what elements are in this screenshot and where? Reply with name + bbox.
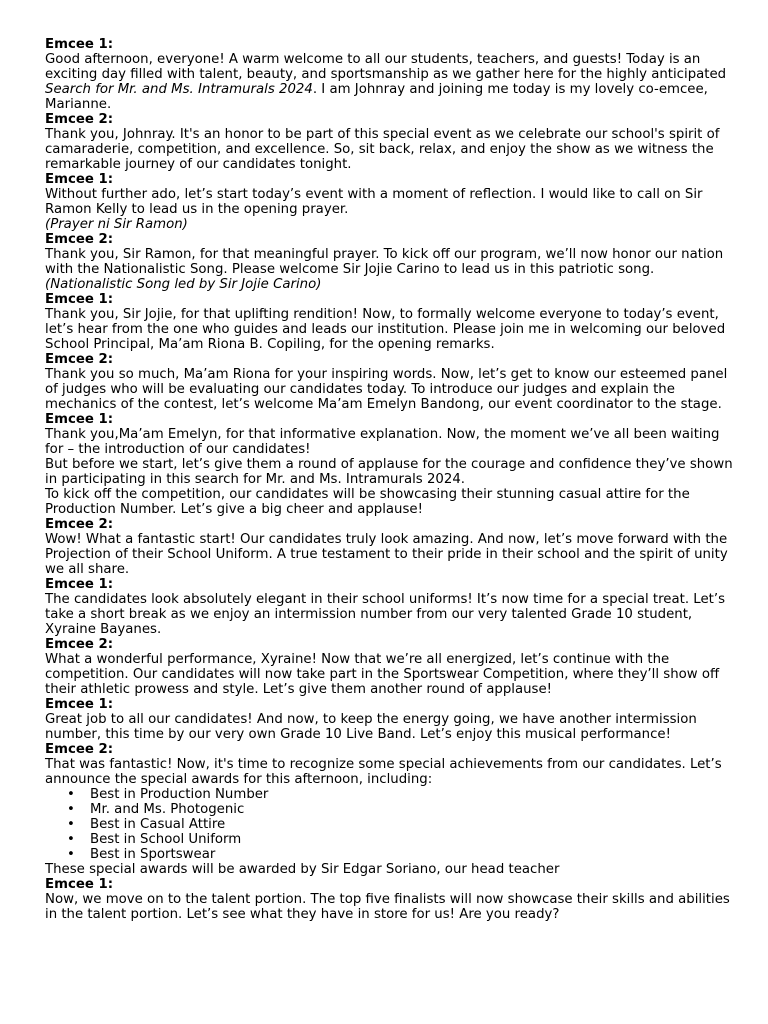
script-block: [45, 637, 735, 697]
script-block: [45, 877, 735, 922]
event-title: Search for Mr. and Ms. Intramurals 2024: [45, 82, 313, 97]
dialogue-text: What a wonderful performance, Xyraine! Now that we’re all energized, let’s continue with the competition. Our candidates will now take part in the Sportswear Competition, where they’ll show off their athletic prowess and style. Let’s give them another round of applause!: [45, 652, 720, 697]
awards-list: [45, 787, 735, 862]
script-block: [45, 292, 735, 352]
speaker-label: Emcee 2:: [45, 232, 114, 247]
dialogue-text: Thank you so much, Ma’am Riona for your inspiring words. Now, let’s get to know our esteemed panel of judges who will be evaluating our candidates today. To introduce our judges and explain the mechanics of the contest, let’s welcome Ma’am Emelyn Bandong, our event coordinator to the stage.: [45, 367, 728, 412]
script-block: [45, 352, 735, 412]
dialogue-text: Thank you,Ma’am Emelyn, for that informative explanation. Now, the moment we’ve all been waiting for – the introduction of our candidates!: [45, 427, 720, 457]
list-item: • Best in Production Number: [90, 787, 735, 802]
speaker-label: Emcee 2:: [45, 352, 114, 367]
script-block: [45, 37, 735, 112]
dialogue-text: Wow! What a fantastic start! Our candidates truly look amazing. And now, let’s move forward with the Projection of their School Uniform. A true testament to their pride in their school and the spirit of unity we all share.: [45, 532, 728, 577]
script-block: [45, 577, 735, 637]
speaker-label: Emcee 2:: [45, 742, 114, 757]
speaker-label: Emcee 1:: [45, 877, 114, 892]
script-block: [45, 412, 735, 517]
list-item: • Best in Casual Attire: [90, 817, 735, 832]
speaker-label: Emcee 1:: [45, 697, 114, 712]
dialogue-text: The candidates look absolutely elegant in their school uniforms! It’s now time for a special treat. Let’s take a short break as we enjoy an intermission number from our very talented Grade 10 student, Xyraine Bayanes.: [45, 592, 725, 637]
dialogue-text: Without further ado, let’s start today’s event with a moment of reflection. I would like to call on Sir Ramon Kelly to lead us in the opening prayer.: [45, 187, 703, 217]
script-block: [45, 697, 735, 742]
speaker-label: Emcee 1:: [45, 412, 114, 427]
script-block: [45, 232, 735, 292]
speaker-label: Emcee 1:: [45, 292, 114, 307]
dialogue-text: To kick off the competition, our candidates will be showcasing their stunning casual attire for the Production Number. Let’s give a big cheer and applause!: [45, 487, 690, 517]
list-item: • Best in School Uniform: [90, 832, 735, 847]
speaker-label: Emcee 1:: [45, 37, 114, 52]
speaker-label: Emcee 2:: [45, 637, 114, 652]
document-page: [45, 37, 735, 922]
script-block: [45, 517, 735, 577]
dialogue-text: Thank you, Sir Jojie, for that uplifting rendition! Now, to formally welcome everyone to today’s event, let’s hear from the one who guides and leads our institution. Please join me in welcoming our beloved School Principal, Ma’am Riona B. Copiling, for the opening remarks.: [45, 307, 726, 352]
dialogue-text: These special awards will be awarded by Sir Edgar Soriano, our head teacher: [45, 862, 560, 877]
dialogue-text: Good afternoon, everyone! A warm welcome to all our students, teachers, and guests! Today is an exciting day filled with talent, beauty, and sportsmanship as we gather here for the highly anticipated Search for Mr. and Ms. Intramurals 2024. I am Johnray and joining me today is my lovely co-emcee, Marianne.: [45, 52, 727, 112]
dialogue-text: Great job to all our candidates! And now, to keep the energy going, we have another intermission number, this time by our very own Grade 10 Live Band. Let’s enjoy this musical performance!: [45, 712, 697, 742]
list-item: • Mr. and Ms. Photogenic: [90, 802, 735, 817]
dialogue-text: But before we start, let’s give them a round of applause for the courage and confidence they’ve shown in participating in this search for Mr. and Ms. Intramurals 2024.: [45, 457, 733, 487]
script-block: [45, 172, 735, 232]
speaker-label: Emcee 2:: [45, 112, 114, 127]
speaker-label: Emcee 1:: [45, 577, 114, 592]
stage-note: (Nationalistic Song led by Sir Jojie Carino): [45, 277, 322, 292]
dialogue-text: That was fantastic! Now, it's time to recognize some special achievements from our candidates. Let’s announce the special awards for this afternoon, including:: [45, 757, 722, 787]
speaker-label: Emcee 2:: [45, 517, 114, 532]
script-block: [45, 742, 735, 877]
stage-note: (Prayer ni Sir Ramon): [45, 217, 188, 232]
speaker-label: Emcee 1:: [45, 172, 114, 187]
dialogue-text: Now, we move on to the talent portion. The top five finalists will now showcase their skills and abilities in the talent portion. Let’s see what they have in store for us! Are you ready?: [45, 892, 730, 922]
dialogue-text: Thank you, Sir Ramon, for that meaningful prayer. To kick off our program, we’ll now honor our nation with the Nationalistic Song. Please welcome Sir Jojie Carino to lead us in this patriotic song.: [45, 247, 724, 277]
dialogue-text: Thank you, Johnray. It's an honor to be part of this special event as we celebrate our school's spirit of camaraderie, competition, and excellence. So, sit back, relax, and enjoy the show as we witness the remarkable journey of our candidates tonight.: [45, 127, 720, 172]
script-block: [45, 112, 735, 172]
list-item: • Best in Sportswear: [90, 847, 735, 862]
